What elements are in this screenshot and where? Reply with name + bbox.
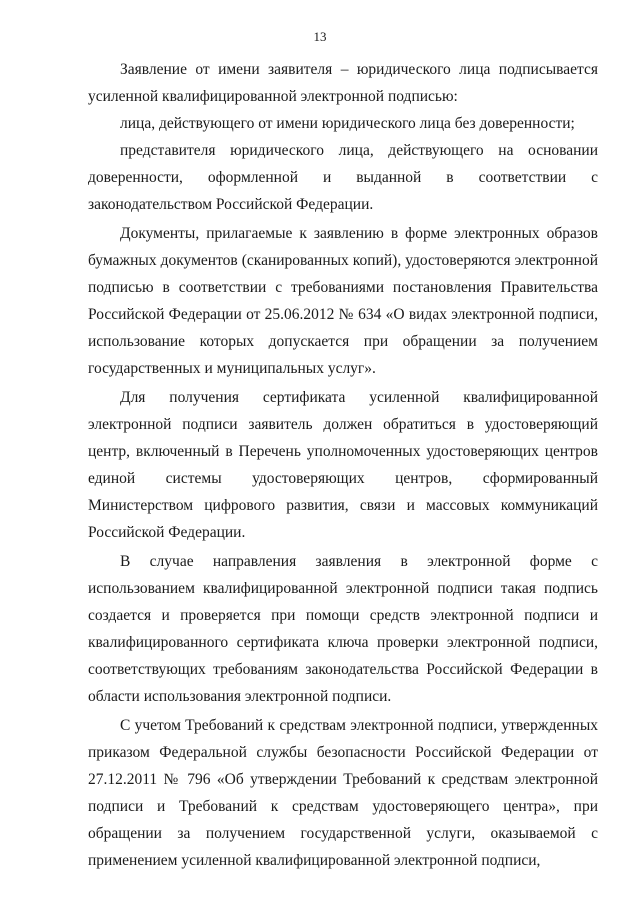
paragraph-6: В случае направления заявления в электронной форме с использованием квалифицированной электронной подписи такая подпись создается и проверяется при помощи средств электронной подписи и квалифицированного сертификата ключа проверки электронной подписи, соответствующих требованиям законодательства Российской Федерации в области использования электронной подписи. <box>88 553 598 705</box>
paragraph-3: представителя юридического лица, действующего на основании доверенности, оформленной и выданной в соответствии с законодательством Российской Федерации. <box>88 142 598 213</box>
paragraph-1: Заявление от имени заявителя – юридического лица подписывается усиленной квалифицированной электронной подписью: <box>88 61 598 105</box>
paragraph-5: Для получения сертификата усиленной квалифицированной электронной подписи заявитель должен обратиться в удостоверяющий центр, включенный в Перечень уполномоченных удостоверяющих центров единой системы удостоверяющих центров, сформированный Министерством цифрового развития, связи и массовых коммуникаций Российской Федерации. <box>88 389 598 541</box>
document-body <box>88 56 598 874</box>
paragraph-7: С учетом Требований к средствам электронной подписи, утвержденных приказом Федеральной службы безопасности Российской Федерации от 27.12.2011 № 796 «Об утверждении Требований к средствам электронной подписи и Требований к средствам удостоверяющего центра», при обращении за получением государственной услуги, оказываемой с применением усиленной квалифицированной электронной подписи, <box>88 717 598 869</box>
paragraph-4: Документы, прилагаемые к заявлению в форме электронных образов бумажных документов (сканированных копий), удостоверяются электронной подписью в соответствии с требованиями постановления Правительства Российской Федерации от 25.06.2012 № 634 «О видах электронной подписи, использование которых допускается при обращении за получением государственных и муниципальных услуг». <box>88 225 598 377</box>
paragraph-2: лица, действующего от имени юридического лица без доверенности; <box>120 115 575 132</box>
page-number: 13 <box>313 29 327 44</box>
